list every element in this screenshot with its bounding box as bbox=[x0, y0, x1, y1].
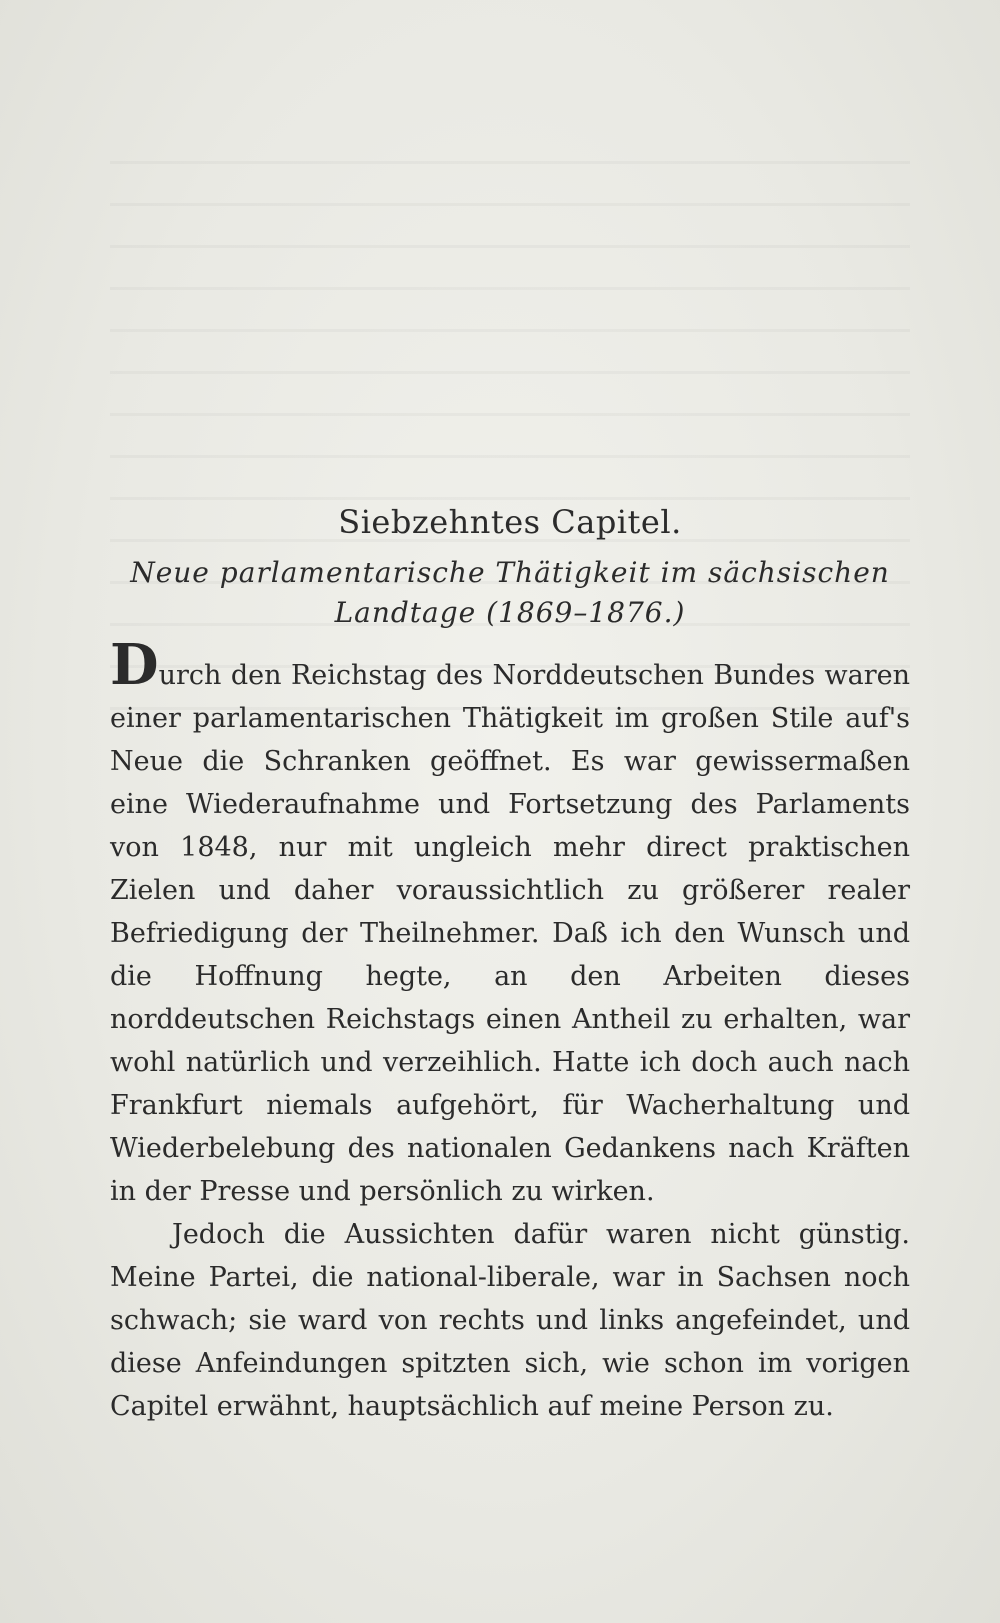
paragraph-1: Durch den Reichstag des Norddeutschen Bundes waren einer parlamentarischen Thätigkeit im großen Stile auf's Neue die Schranken geöffnet. Es war gewissermaßen eine Wiederaufnahme und Fortsetzung des Parlaments von 1848, nur mit ungleich mehr direct praktischen Zielen und daher voraussichtlich zu größerer realer Befriedigung der Theilnehmer. Daß ich den Wunsch und die Hoffnung hegte, an den Arbeiten dieses norddeutschen Reichstags einen Antheil zu erhalten, war wohl natürlich und verzeihlich. Hatte ich doch auch nach Frankfurt niemals aufgehört, für Wacherhaltung und Wiederbelebung des nationalen Gedankens nach Kräften in der Presse und persönlich zu wirken. bbox=[110, 632, 910, 1207]
chapter-title: Neue parlamentarische Thätigkeit im sächsischen Landtage (1869–1876.) bbox=[130, 556, 890, 629]
text-block bbox=[110, 495, 910, 1428]
paragraph-2: Jedoch die Aussichten dafür waren nicht günstig. Meine Partei, die national-liberale, war in Sachsen noch schwach; sie ward von rechts und links angefeindet, und diese Anfeindungen spitzten sich, wie schon im vorigen Capitel erwähnt, hauptsächlich auf meine Person zu. bbox=[110, 1219, 910, 1422]
chapter-number: Siebzehntes Capitel. bbox=[338, 503, 682, 541]
